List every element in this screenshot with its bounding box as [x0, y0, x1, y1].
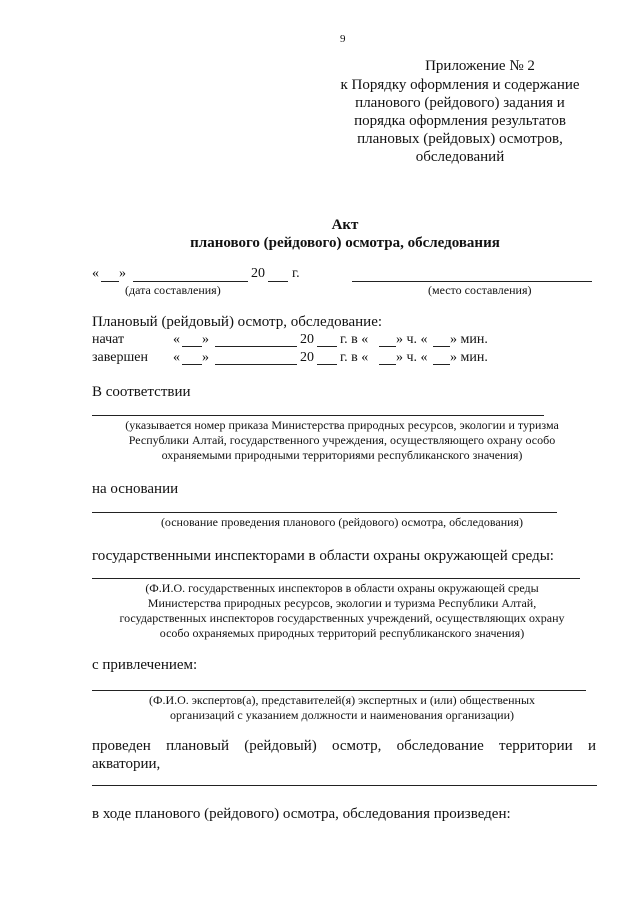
basis-field[interactable] [92, 512, 557, 513]
place-caption: (место составления) [428, 283, 532, 297]
finished-year-part: г. в « [340, 350, 369, 365]
inspectors-caption [92, 581, 592, 641]
started-year-part: г. в « [340, 332, 369, 347]
started-year-field[interactable] [317, 346, 337, 347]
basis-label: на основании [92, 481, 179, 497]
inspectors-label: государственными инспекторами в области охраны окружающей среды: [92, 548, 554, 564]
finished-hour-part: » ч. « [396, 350, 428, 365]
year-suffix: г. [292, 266, 300, 281]
finished-day-field[interactable] [182, 364, 202, 365]
started-hour-field[interactable] [379, 346, 396, 347]
year-field[interactable] [268, 281, 288, 282]
act-subtitle: планового (рейдового) осмотра, обследования [190, 235, 500, 251]
finished-quote-open: « [173, 350, 180, 365]
place-field[interactable] [352, 281, 592, 282]
started-minute-field[interactable] [433, 346, 450, 347]
finished-min-part: » мин. [450, 350, 488, 365]
finished-hour-field[interactable] [379, 364, 396, 365]
finished-month-field[interactable] [215, 364, 297, 365]
basis-caption [92, 515, 592, 530]
month-field[interactable] [133, 281, 248, 282]
caption-line: особо охраняемых природных территорий республиканского значения) [159, 626, 525, 640]
started-label: начат [92, 332, 125, 347]
finished-year-prefix: 20 [300, 350, 314, 365]
started-month-field[interactable] [215, 346, 297, 347]
caption-line: (основание проведения планового (рейдового) осмотра, обследования) [160, 515, 524, 529]
involvement-field[interactable] [92, 690, 586, 691]
caption-line: Министерства природных ресурсов, экологии и туризма Республики Алтай, [147, 596, 537, 610]
started-hour-part: » ч. « [396, 332, 428, 347]
caption-line: (Ф.И.О. государственных инспекторов в области охраны окружающей среды [145, 581, 539, 595]
inspectors-field[interactable] [92, 578, 580, 579]
conducted-line1: проведен плановый (рейдовый) осмотр, обследование территории и [92, 738, 596, 754]
started-quote-open: « [173, 332, 180, 347]
conducted-line2: акватории, [92, 756, 161, 772]
caption-line: (Ф.И.О. экспертов(а), представителей(я) экспертных и (или) общественных [148, 693, 536, 707]
conducted-field[interactable] [92, 785, 597, 786]
started-year-prefix: 20 [300, 332, 314, 347]
act-title: Акт [331, 217, 359, 233]
started-min-part: » мин. [450, 332, 488, 347]
appendix-block [325, 57, 595, 166]
accordance-caption [92, 418, 592, 463]
finished-year-field[interactable] [317, 364, 337, 365]
date-caption: (дата составления) [125, 283, 221, 297]
finished-quote-close: » [202, 350, 209, 365]
appendix-line: обследований [415, 149, 505, 165]
appendix-line: плановых (рейдовых) осмотров, [357, 131, 563, 147]
day-field[interactable] [101, 281, 119, 282]
involvement-label: с привлечением: [92, 657, 198, 673]
year-prefix: 20 [251, 266, 265, 281]
date-quote-open: « [92, 266, 99, 281]
caption-line: Республики Алтай, государственного учреждения, осуществляющего охрану особо [128, 433, 556, 447]
caption-line: охраняемыми природными территориями республиканского значения) [161, 448, 523, 462]
appendix-title: Приложение № 2 [425, 58, 535, 74]
caption-line: государственных инспекторов государственных учреждений, осуществляющих охрану [119, 611, 565, 625]
appendix-line: к Порядку оформления и содержание [340, 77, 580, 93]
caption-line: (указывается номер приказа Министерства природных ресурсов, экологии и туризма [125, 418, 559, 432]
accordance-label: В соответствии [92, 384, 191, 400]
inspection-heading: Плановый (рейдовый) осмотр, обследование: [92, 314, 383, 330]
finished-minute-field[interactable] [433, 364, 450, 365]
finished-label: завершен [92, 350, 148, 365]
involvement-caption [92, 693, 592, 723]
appendix-line: порядка оформления результатов [354, 113, 566, 129]
date-quote-close: » [119, 266, 126, 281]
caption-line: организаций с указанием должности и наименования организации) [169, 708, 515, 722]
appendix-line: планового (рейдового) задания и [355, 95, 565, 111]
during-label: в ходе планового (рейдового) осмотра, обследования произведен: [92, 806, 511, 822]
accordance-field[interactable] [92, 415, 544, 416]
started-quote-close: » [202, 332, 209, 347]
started-day-field[interactable] [182, 346, 202, 347]
page-number: 9 [340, 33, 346, 45]
